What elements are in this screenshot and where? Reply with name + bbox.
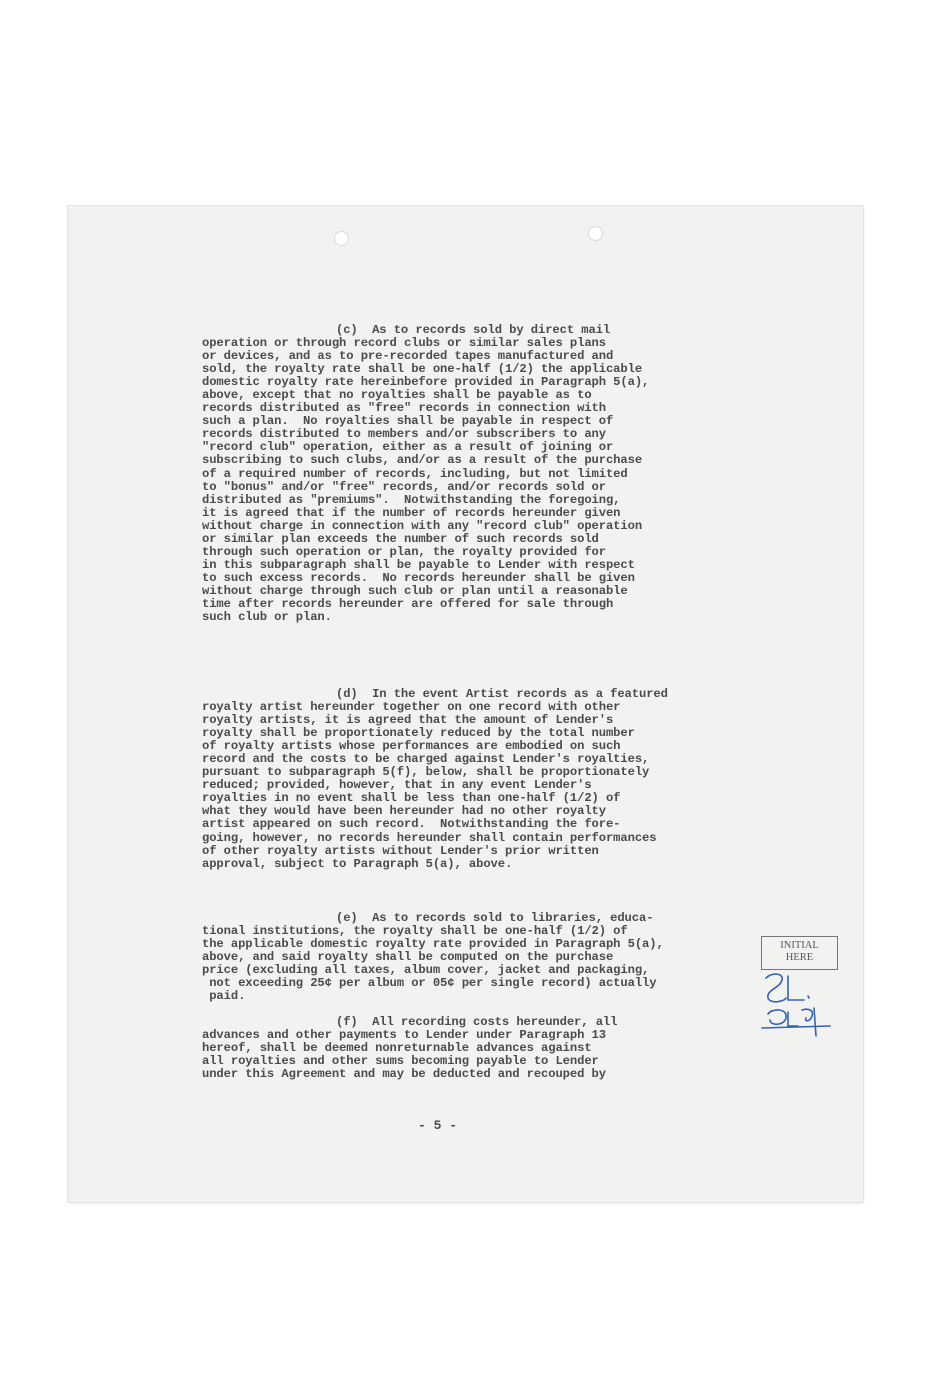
punch-hole-left	[334, 231, 349, 246]
paragraph-c: (c) As to records sold by direct mail operation or through record clubs or similar sales plans or devices, and as to pre-recorded tapes manufactured and sold, the royalty rate shall be one-half (1/2) the applicable domestic royalty rate hereinbefore provided in Paragraph 5(a), above, except that no royalties shall be payable as to records distributed as "free" records in connection with such a plan. No royalties shall be payable in respect of records distributed to members and/or subscribers to any "record club" operation, either as a result of joining or subscribing to such clubs, and/or as a result of the purchase of a required number of records, including, but not limited to "bonus" and/or "free" records, and/or records sold or distributed as "premiums". Notwithstanding the foregoing, it is agreed that if the number of records hereunder given without charge in connection with any "record club" operation or similar plan exceeds the number of such records sold through such operation or plan, the royalty provided for in this subparagraph shall be payable to Lender with respect to such excess records. No records hereunder shall be given without charge through such club or plan until a reasonable time after records hereunder are offered for sale through such club or plan.	[202, 323, 650, 625]
paragraph-e: (e) As to records sold to libraries, educa- tional institutions, the royalty shall be one-half (1/2) of the applicable domestic royalty rate provided in Paragraph 5(a), above, and said royalty shall be computed on the purchase price (excluding all taxes, album cover, jacket and packaging, not exceeding 25¢ per album or 05¢ per single record) actually paid.	[202, 911, 664, 1004]
document-page	[68, 206, 863, 1202]
paragraph-f: (f) All recording costs hereunder, all advances and other payments to Lender under Paragraph 13 hereof, shall be deemed nonreturnable advances against all royalties and other sums becoming payable to Lender under this Agreement and may be deducted and recouped by	[202, 1015, 618, 1082]
page-number: - 5 -	[418, 1118, 458, 1133]
initial-here-stamp	[761, 936, 838, 970]
paragraph-d: (d) In the event Artist records as a featured royalty artist hereunder together on one record with other royalty artists, it is agreed that the amount of Lender's royalty shall be proportionately reduced by the total number of royalty artists whose performances are embodied on such record and the costs to be charged against Lender's royalties, pursuant to subparagraph 5(f), below, shall be proportionately reduced; provided, however, that in any event Lender's royalties in no event shall be less than one-half (1/2) of what they would have been hereunder had no other royalty artist appeared on such record. Notwithstanding the fore- going, however, no records hereunder shall contain performances of other royalty artists without Lender's prior written approval, subject to Paragraph 5(a), above.	[202, 687, 668, 871]
punch-hole-right	[588, 226, 603, 241]
handwritten-initials	[758, 968, 848, 1046]
stamp-label-initial: INITIAL	[780, 940, 819, 951]
stamp-label-here: HERE	[785, 952, 814, 963]
